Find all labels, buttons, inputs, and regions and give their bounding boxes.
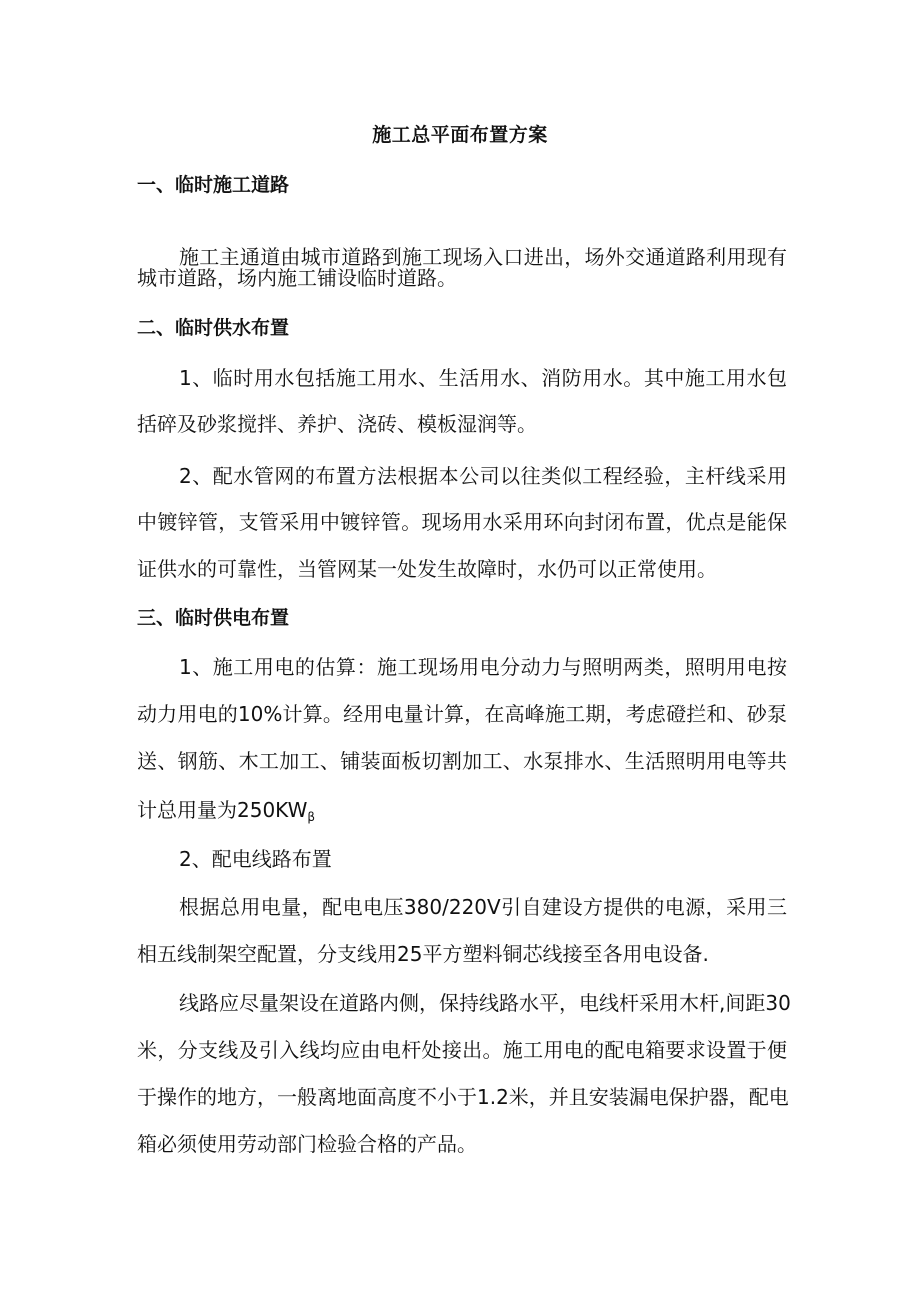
paragraph-line: 1、施工用电的估算：施工现场用电分动力与照明两类，照明用电按 bbox=[179, 655, 787, 679]
paragraph-line: 线路应尽量架设在道路内侧，保持线路水平，电线杆采用木杆,间距30 bbox=[179, 991, 791, 1015]
paragraph-line: 城市道路，场内施工铺设临时道路。 bbox=[137, 266, 457, 290]
unit-subscript: β bbox=[307, 810, 316, 824]
paragraph-line: 括碎及砂浆搅拌、养护、浇砖、模板湿润等。 bbox=[137, 412, 537, 436]
paragraph-line-text: 计总用量为250KW bbox=[137, 798, 308, 822]
paragraph-line: 施工主通道由城市道路到施工现场入口进出，场外交通道路利用现有 bbox=[179, 245, 787, 269]
paragraph-line: 送、钢筋、木工加工、铺装面板切割加工、水泵排水、生活照明用电等共 bbox=[137, 749, 787, 773]
paragraph-line: 证供水的可靠性，当管网某一处发生故障时，水仍可以正常使用。 bbox=[137, 557, 717, 581]
paragraph-line: 米，分支线及引入线均应由电杆处接出。施工用电的配电箱要求设置于便 bbox=[137, 1038, 787, 1062]
section-heading-temporary-water: 二、临时供水布置 bbox=[137, 317, 290, 339]
paragraph-line: 相五线制架空配置，分支线用25平方塑料铜芯线接至各用电设备. bbox=[137, 942, 709, 966]
paragraph-line: 2、配水管网的布置方法根据本公司以往类似工程经验，主杆线采用 bbox=[179, 464, 787, 488]
paragraph-line: 1、临时用水包括施工用水、生活用水、消防用水。其中施工用水包 bbox=[179, 366, 787, 390]
paragraph-line: 根据总用电量，配电电压380/220V引自建设方提供的电源，采用三 bbox=[179, 895, 787, 919]
paragraph-line: 中镀锌管，支管采用中镀锌管。现场用水采用环向封闭布置，优点是能保 bbox=[137, 510, 787, 534]
paragraph-line: 于操作的地方，一般离地面高度不小于1.2米，并且安装漏电保护器，配电 bbox=[137, 1085, 789, 1109]
page-title: 施工总平面布置方案 bbox=[372, 124, 548, 146]
section-heading-temporary-roads: 一、临时施工道路 bbox=[137, 174, 290, 196]
paragraph-line: 动力用电的10%计算。经用电量计算，在高峰施工期，考虑磴拦和、砂泵 bbox=[137, 702, 787, 726]
paragraph-line: 2、配电线路布置 bbox=[179, 847, 332, 871]
section-heading-temporary-power: 三、临时供电布置 bbox=[137, 607, 290, 629]
paragraph-line bbox=[137, 796, 787, 831]
paragraph-line: 箱必须使用劳动部门检验合格的产品。 bbox=[137, 1132, 477, 1156]
